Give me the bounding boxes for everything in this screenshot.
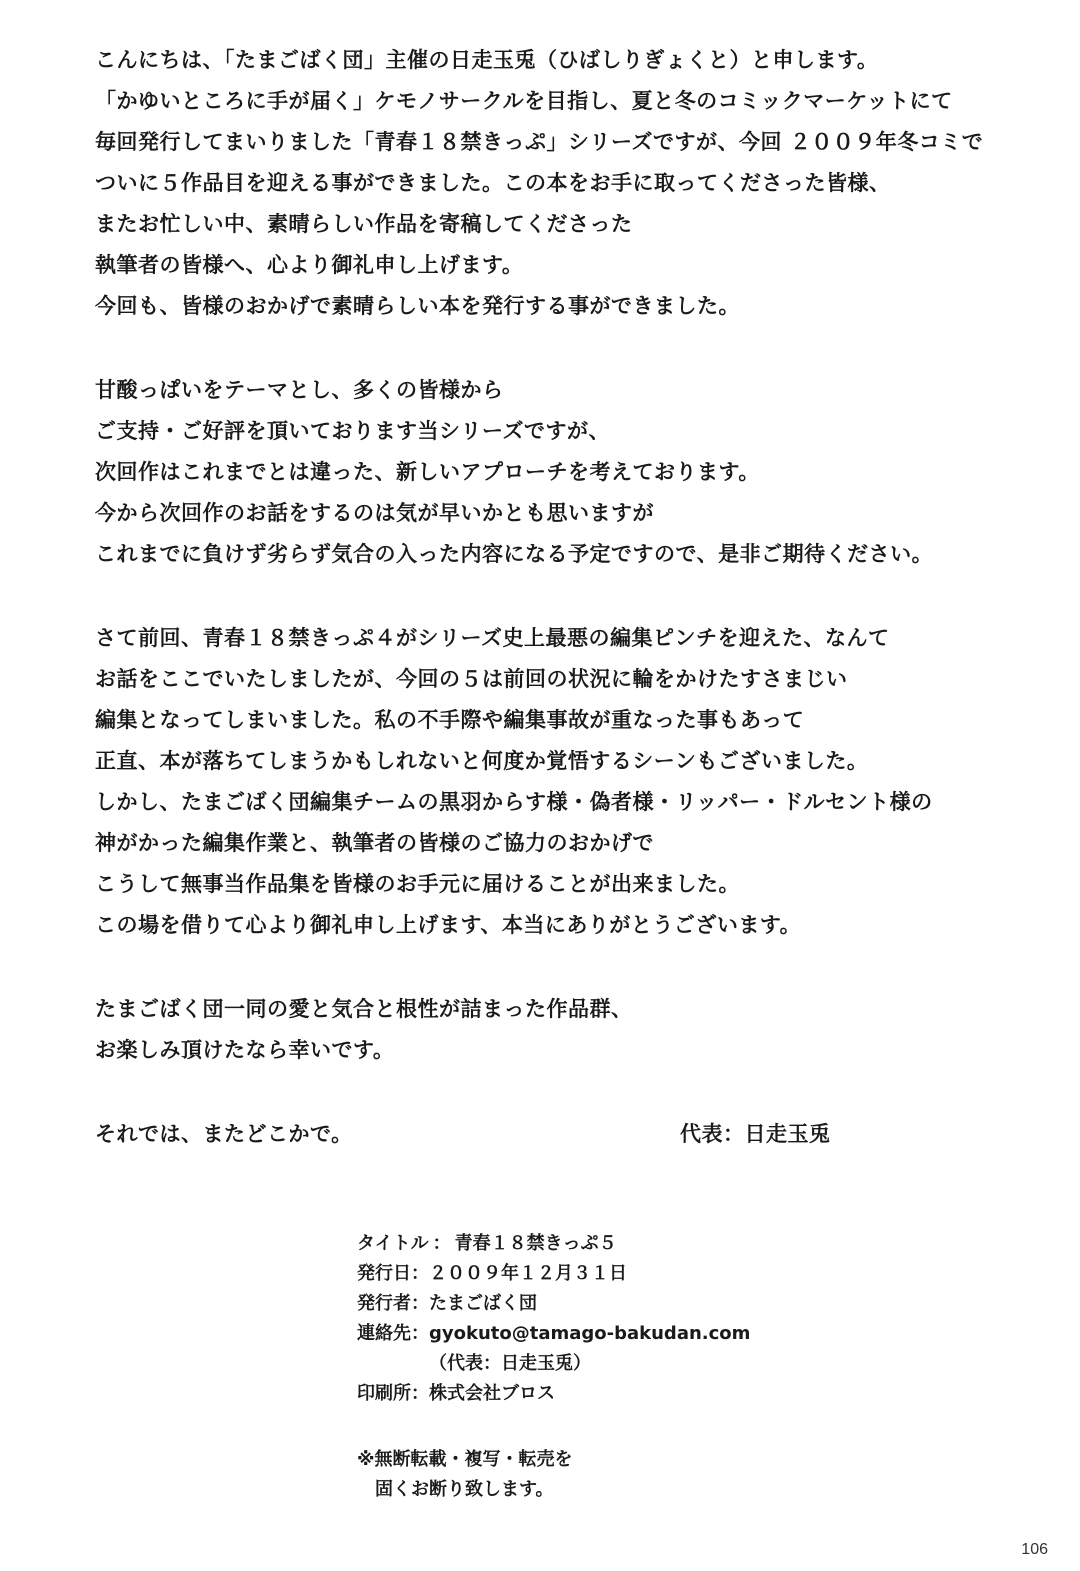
colophon bbox=[357, 1232, 957, 1412]
text-line: 神がかった編集作業と、執筆者の皆様のご協力のおかげで bbox=[95, 831, 654, 855]
text-line: これまでに負けず劣らず気合の入った内容になる予定ですので、是非ご期待ください。 bbox=[95, 542, 934, 566]
text-line: こんにちは、「たまごばく団」主催の日走玉兎（ひばしりぎょくと）と申します。 bbox=[95, 48, 879, 72]
notice-line: ※無断転載・複写・転売を bbox=[357, 1449, 573, 1470]
colophon-value: 株式会社ブロス bbox=[429, 1383, 555, 1404]
paragraph-spacer bbox=[95, 581, 1035, 624]
copyright-notice bbox=[357, 1448, 757, 1508]
paragraph-theme bbox=[95, 376, 1035, 581]
text-line: 正直、本が落ちてしまうかもしれないと何度か覚悟するシーンもございました。 bbox=[95, 749, 869, 773]
contact-representative: （代表：日走玉兎） bbox=[429, 1353, 591, 1374]
colophon-publisher-row bbox=[357, 1292, 957, 1322]
colophon-separator: ： bbox=[411, 1323, 429, 1344]
text-line: またお忙しい中、素晴らしい作品を寄稿してくださった bbox=[95, 212, 633, 236]
colophon-label: 連絡先 bbox=[357, 1323, 411, 1344]
text-line: 次回作はこれまでとは違った、新しいアプローチを考えております。 bbox=[95, 460, 760, 484]
text-line: 編集となってしまいました。私の不手際や編集事故が重なった事もあって bbox=[95, 708, 805, 732]
paragraph-thanks bbox=[95, 995, 1035, 1077]
contact-email: gyokuto@tamago-bakudan.com bbox=[429, 1323, 751, 1344]
text-line: 甘酸っぱいをテーマとし、多くの皆様から bbox=[95, 378, 504, 402]
colophon-separator: ： bbox=[432, 1233, 451, 1254]
text-line: お楽しみ頂けたなら幸いです。 bbox=[95, 1038, 395, 1062]
colophon-separator: ： bbox=[411, 1293, 429, 1314]
text-line: こうして無事当作品集を皆様のお手元に届けることが出来ました。 bbox=[95, 872, 740, 896]
colophon-separator: ： bbox=[411, 1263, 429, 1284]
paragraph-editing bbox=[95, 624, 1035, 952]
paragraph-spacer bbox=[95, 1077, 1035, 1120]
text-line: 執筆者の皆様へ、心より御礼申し上げます。 bbox=[95, 253, 524, 277]
colophon-value: たまごばく団 bbox=[429, 1293, 537, 1314]
colophon-separator: ： bbox=[411, 1383, 429, 1404]
signature-text: 代表：日走玉兎 bbox=[680, 1122, 831, 1146]
colophon-title-row bbox=[357, 1232, 957, 1262]
page-number: 106 bbox=[1021, 1541, 1048, 1558]
colophon-value: 青春１８禁きっぷ５ bbox=[454, 1233, 617, 1254]
paragraph-spacer bbox=[95, 333, 1035, 376]
farewell-text: それでは、またどこかで。 bbox=[95, 1122, 353, 1146]
colophon-contact-rep-row bbox=[357, 1352, 957, 1382]
paragraph-greeting bbox=[95, 46, 1035, 333]
colophon-date-row bbox=[357, 1262, 957, 1292]
text-line: ご支持・ご好評を頂いております当シリーズですが、 bbox=[95, 419, 610, 443]
text-line: さて前回、青春１８禁きっぷ４がシリーズ史上最悪の編集ピンチを迎えた、なんて bbox=[95, 626, 890, 650]
text-line: 今から次回作のお話をするのは気が早いかとも思いますが bbox=[95, 501, 654, 525]
colophon-label: 印刷所 bbox=[357, 1383, 411, 1404]
paragraph-spacer bbox=[95, 952, 1035, 995]
text-line: ついに５作品目を迎える事ができました。この本をお手に取ってくださった皆様、 bbox=[95, 171, 891, 195]
colophon-label: 発行日 bbox=[357, 1263, 411, 1284]
closing-row bbox=[95, 1120, 1035, 1161]
text-line: お話をここでいたしましたが、今回の５は前回の状況に輪をかけたすさまじい bbox=[95, 667, 848, 691]
colophon-label: タイトル bbox=[357, 1233, 429, 1254]
text-line: この場を借りて心より御礼申し上げます、本当にありがとうございます。 bbox=[95, 913, 802, 937]
text-line: しかし、たまごばく団編集チームの黒羽からす様・偽者様・リッパー・ドルセント様の bbox=[95, 790, 933, 814]
notice-line: 固くお断り致します。 bbox=[375, 1479, 554, 1500]
text-line: たまごばく団一同の愛と気合と根性が詰まった作品群、 bbox=[95, 997, 633, 1021]
text-line: 毎回発行してまいりました「青春１８禁きっぷ」シリーズですが、今回 ２００９年冬コミで bbox=[95, 130, 984, 154]
text-line: 「かゆいところに手が届く」ケモノサークルを目指し、夏と冬のコミックマーケットにて bbox=[95, 89, 953, 113]
text-line: 今回も、皆様のおかげで素晴らしい本を発行する事ができました。 bbox=[95, 294, 740, 318]
colophon-printer-row bbox=[357, 1382, 957, 1412]
afterword-body bbox=[95, 46, 1035, 1161]
colophon-value: ２００９年１２月３１日 bbox=[429, 1263, 627, 1284]
colophon-label: 発行者 bbox=[357, 1293, 411, 1314]
colophon-contact-row bbox=[357, 1322, 957, 1352]
